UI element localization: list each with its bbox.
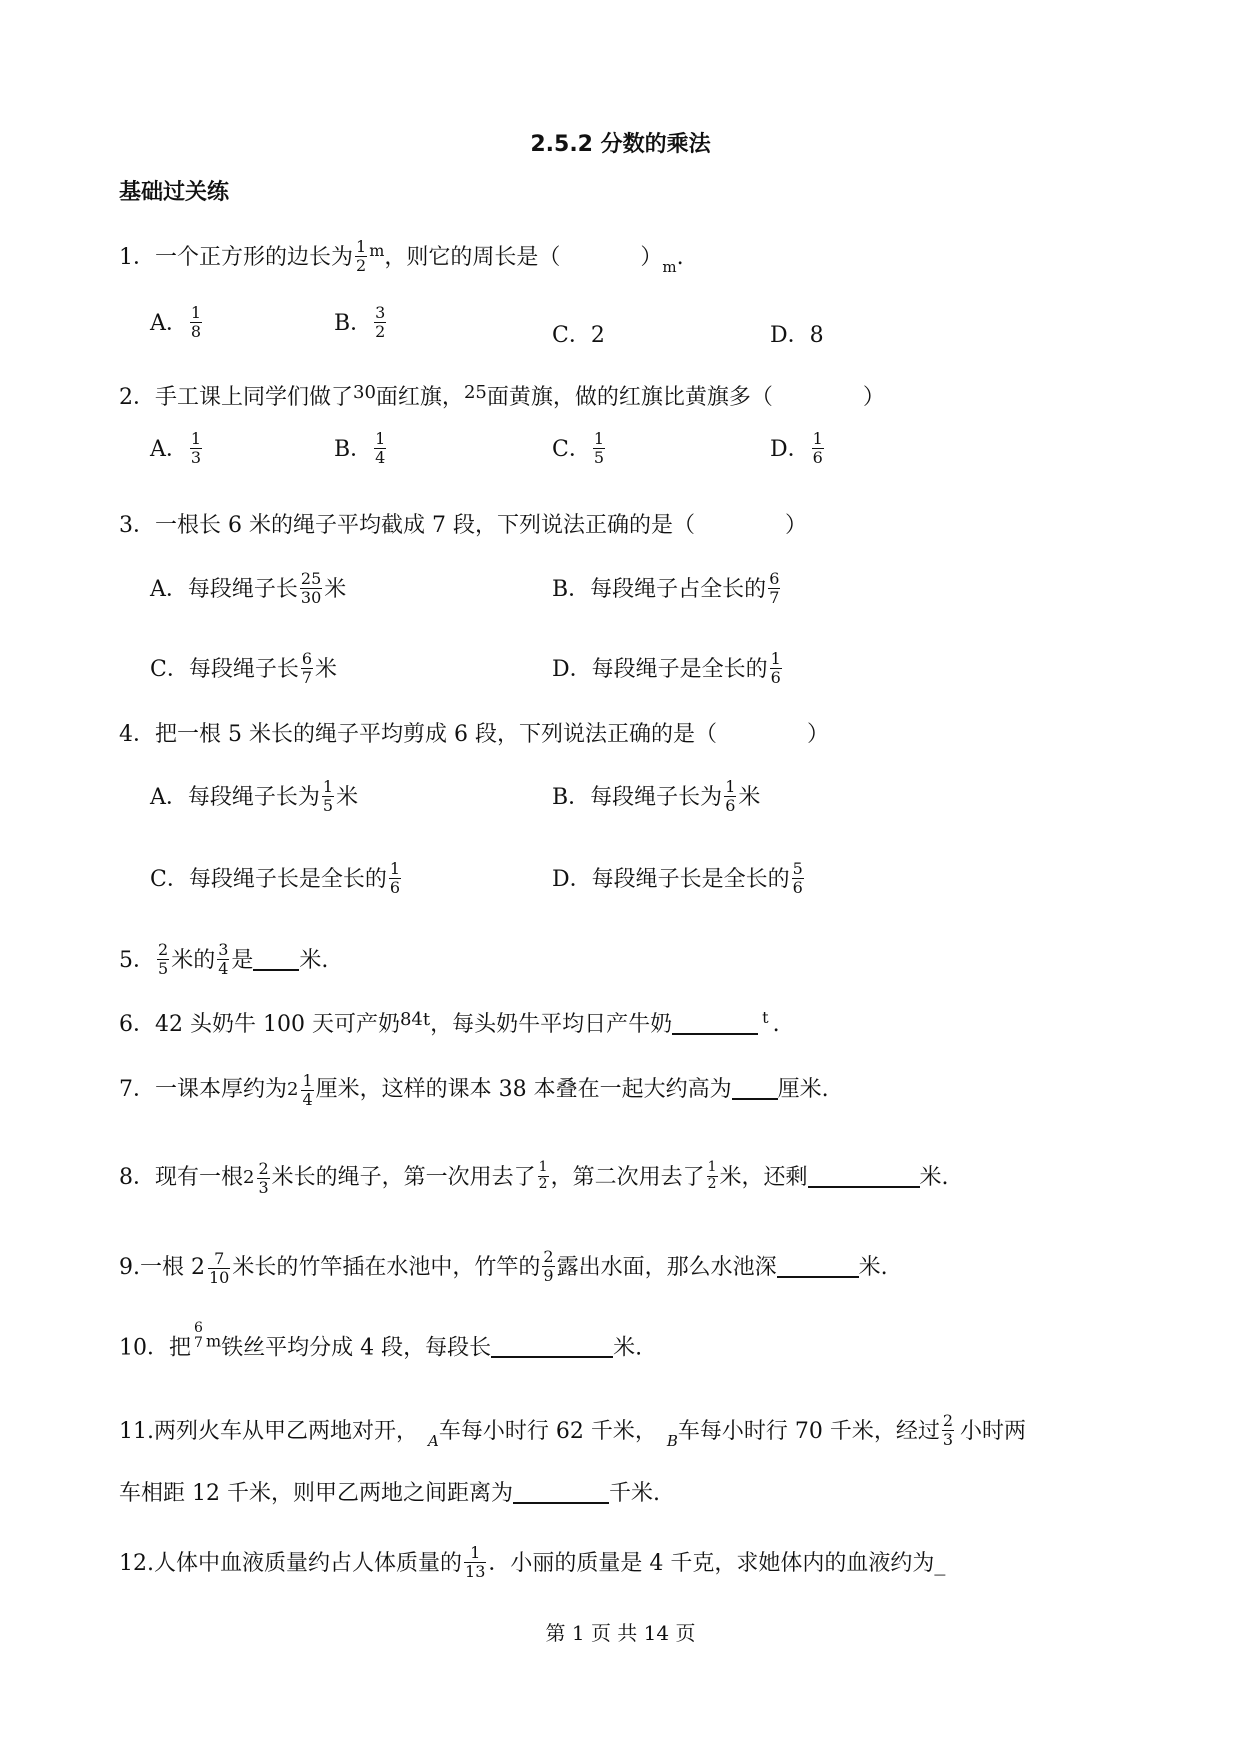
- denominator: 2: [707, 1175, 717, 1192]
- numerator: 1: [302, 1071, 313, 1090]
- question-number: 9.: [119, 1255, 140, 1281]
- answer-blank[interactable]: [672, 1013, 758, 1035]
- question-text: 车相距 12 千米，则甲乙两地之间距离为: [119, 1481, 513, 1506]
- question-11: [119, 1411, 1027, 1451]
- option-d: [552, 859, 806, 898]
- question-text: 米长的绳子，第一次用去了: [271, 1165, 536, 1191]
- denominator: 2: [375, 321, 386, 341]
- option-label: C．: [552, 323, 591, 348]
- option-label: B．: [334, 437, 373, 463]
- question-text: 厘米，这样的课本 38 本叠在一起大约高为: [315, 1077, 732, 1103]
- answer-blank[interactable]: [777, 1256, 859, 1278]
- period: .: [772, 1012, 780, 1037]
- option-label: D．: [770, 437, 810, 463]
- paren-close: ）: [806, 722, 829, 747]
- question-text: 现有一根: [155, 1165, 244, 1191]
- question-9: [119, 1247, 888, 1287]
- option-d: [552, 649, 784, 688]
- fraction: [812, 430, 824, 466]
- fraction: [190, 304, 202, 340]
- option-text: 每段绳子长为: [590, 785, 723, 811]
- denominator: 5: [158, 958, 169, 978]
- denominator: 6: [770, 667, 781, 687]
- option-b: [552, 569, 782, 608]
- numerator: 1: [190, 429, 202, 448]
- option-b: [334, 303, 388, 342]
- fraction: [374, 304, 386, 340]
- option-c: [150, 649, 338, 688]
- fraction: [300, 570, 322, 606]
- option-label: C．: [150, 657, 189, 683]
- numerator: 1: [593, 429, 605, 448]
- fraction: [464, 1544, 486, 1580]
- mixed-number: [191, 1250, 232, 1286]
- paren-close: ）: [640, 245, 663, 271]
- option-label: D．: [770, 323, 810, 348]
- option-text: 每段绳子长: [187, 577, 298, 603]
- fraction: [208, 1250, 230, 1286]
- fraction: [157, 941, 169, 977]
- question-text: 一根长 6 米的绳子平均截成 7 段，下列说法正确的是（: [155, 513, 695, 538]
- page-footer: 第 1 页 共 14 页: [545, 1621, 696, 1645]
- question-text: 铁丝平均分成 4 段，每段长: [221, 1335, 492, 1361]
- question-text: 露出水面，那么水池深: [556, 1255, 777, 1281]
- value: 84t: [399, 1009, 431, 1030]
- question-text: 是: [231, 948, 254, 974]
- option-text: 每段绳子占全长的: [590, 577, 767, 603]
- option-text: 米: [315, 657, 338, 683]
- question-number: 4．: [119, 722, 155, 747]
- question-text: 米.: [613, 1335, 643, 1361]
- option-text: 米: [738, 785, 761, 811]
- question-text: 米，还剩: [719, 1165, 808, 1191]
- fraction: [374, 430, 386, 466]
- numerator: 6: [301, 649, 313, 668]
- denominator: 4: [302, 1089, 313, 1109]
- fraction: [942, 1412, 954, 1448]
- option-text: 每段绳子是全长的: [591, 657, 768, 683]
- fraction: [792, 860, 804, 896]
- option-label: A．: [150, 437, 188, 463]
- fraction: [593, 430, 605, 466]
- page-title: 2.5.2 分数的乘法: [530, 132, 711, 157]
- fraction: [190, 430, 202, 466]
- question-6: [119, 1010, 780, 1036]
- numerator: 1: [190, 303, 202, 322]
- option-c: [552, 429, 607, 468]
- value: 25: [463, 382, 487, 403]
- option-c: [552, 318, 605, 349]
- question-number: 7．: [119, 1077, 155, 1103]
- paren-close: ）: [862, 385, 885, 410]
- fraction: [301, 1072, 313, 1108]
- option-text: 每段绳子长是全长的: [188, 867, 387, 893]
- question-number: 6．: [119, 1012, 155, 1037]
- option-label: D．: [552, 657, 592, 683]
- answer-blank[interactable]: [253, 949, 299, 971]
- question-text: 米.: [299, 948, 329, 974]
- unit: m: [369, 241, 385, 261]
- question-text: 一个正方形的边长为: [155, 245, 354, 271]
- option-label: A．: [150, 785, 188, 811]
- numerator: 1: [707, 1159, 717, 1176]
- fraction: [724, 778, 736, 814]
- paren-close: ）: [784, 513, 807, 538]
- mixed-number: [243, 1160, 272, 1196]
- question-7: [119, 1072, 829, 1108]
- fraction: [301, 650, 313, 686]
- numerator: 1: [770, 649, 781, 668]
- option-label: C．: [552, 437, 591, 463]
- value: 30: [353, 382, 376, 403]
- fraction: [217, 941, 229, 977]
- fraction: [389, 860, 401, 896]
- denominator: 3: [258, 1177, 269, 1197]
- denominator: 10: [209, 1267, 230, 1287]
- numerator: 3: [218, 940, 229, 959]
- denominator: 5: [322, 795, 334, 815]
- question-text: 厘米.: [777, 1077, 829, 1103]
- option-text: 每段绳子长为: [187, 785, 320, 811]
- option-d: [770, 318, 824, 349]
- section-heading: 基础过关练: [119, 180, 230, 205]
- question-text: 小时两: [960, 1419, 1027, 1445]
- fraction: [707, 1160, 718, 1192]
- fraction: [193, 1321, 204, 1352]
- option-text: 每段绳子长是全长的: [591, 867, 790, 893]
- question-number: 8．: [119, 1165, 155, 1191]
- numerator: 1: [470, 1543, 481, 1562]
- denominator: 2: [538, 1175, 548, 1192]
- unit: m: [205, 1331, 222, 1351]
- numerator: 3: [375, 303, 386, 322]
- numerator: 5: [792, 859, 803, 878]
- numerator: 1: [812, 429, 823, 448]
- question-12: [119, 1543, 946, 1582]
- question-text: 两列火车从甲乙两地对开，: [154, 1419, 419, 1445]
- train-label: A: [428, 1432, 439, 1451]
- question-text: ，每头奶牛平均日产牛奶: [430, 1012, 673, 1037]
- question-number: 10．: [119, 1335, 169, 1361]
- question-number: 12.: [119, 1551, 154, 1577]
- numerator: 2: [942, 1411, 954, 1430]
- denominator: 4: [375, 447, 386, 467]
- denominator: 6: [389, 877, 401, 897]
- denominator: 9: [543, 1265, 554, 1285]
- numerator: 7: [214, 1249, 225, 1268]
- numerator: 1: [375, 429, 386, 448]
- question-text: 人体中血液质量约占人体质量的: [154, 1551, 463, 1577]
- question-5: [119, 940, 329, 979]
- unit: m: [662, 258, 677, 277]
- question-text: 42 头奶牛 100 天可产奶: [155, 1012, 400, 1037]
- question-4: [119, 724, 829, 746]
- fraction: [542, 1248, 554, 1284]
- question-1: [119, 237, 684, 277]
- numerator: 2: [258, 1159, 269, 1178]
- option-text: 每段绳子长: [188, 657, 299, 683]
- fraction: [355, 238, 367, 274]
- denominator: 6: [792, 877, 803, 897]
- numerator: 1: [356, 237, 367, 256]
- denominator: 30: [300, 587, 322, 607]
- numerator: 1: [389, 859, 401, 878]
- denominator: 6: [812, 447, 823, 467]
- question-text: 把一根 5 米长的绳子平均剪成 6 段，下列说法正确的是（: [155, 722, 717, 747]
- whole-part: 2: [287, 1079, 299, 1101]
- numerator: 6: [194, 1320, 203, 1336]
- answer-blank[interactable]: [513, 1482, 609, 1504]
- option-d: [770, 429, 826, 468]
- fraction: [768, 570, 780, 606]
- fraction: [770, 650, 782, 686]
- question-text: 千米.: [608, 1481, 660, 1506]
- question-text: 米的: [171, 948, 216, 974]
- question-text: 面红旗，: [375, 385, 464, 410]
- question-text: 一根: [140, 1255, 191, 1281]
- denominator: 3: [190, 447, 202, 467]
- denominator: 3: [942, 1429, 954, 1449]
- question-text: 把: [169, 1335, 192, 1361]
- question-text: 米.: [919, 1165, 949, 1191]
- numerator: 6: [769, 569, 780, 588]
- period: .: [676, 245, 684, 271]
- numerator: 1: [322, 777, 334, 796]
- answer-blank[interactable]: [808, 1166, 920, 1188]
- option-b: [552, 777, 761, 816]
- option-value: 8: [809, 323, 824, 348]
- question-text: 米.: [858, 1255, 888, 1281]
- numerator: 1: [725, 777, 736, 796]
- question-number: 11.: [119, 1419, 154, 1445]
- whole-part: 2: [243, 1167, 255, 1189]
- question-8: [119, 1160, 949, 1196]
- fraction: [538, 1160, 549, 1192]
- mixed-number: [287, 1072, 316, 1108]
- question-2: [119, 384, 885, 409]
- option-b: [334, 429, 388, 468]
- option-a: [150, 429, 204, 468]
- option-a: [150, 569, 347, 608]
- answer-blank[interactable]: [732, 1078, 778, 1100]
- option-label: A．: [150, 577, 188, 603]
- question-text: 手工课上同学们做了: [155, 385, 354, 410]
- option-label: D．: [552, 867, 592, 893]
- denominator: 7: [769, 587, 780, 607]
- question-number: 2．: [119, 385, 155, 410]
- question-11-line-2: [119, 1482, 660, 1505]
- denominator: 8: [190, 321, 202, 341]
- denominator: 6: [725, 795, 736, 815]
- question-text: 车每小时行 70 千米，经过: [677, 1419, 940, 1445]
- question-text: ，第二次用去了: [550, 1165, 705, 1191]
- question-number: 1．: [119, 245, 155, 271]
- numerator: 2: [158, 940, 169, 959]
- denominator: 7: [301, 667, 313, 687]
- answer-blank[interactable]: [491, 1336, 613, 1358]
- option-label: B．: [552, 577, 591, 603]
- option-c: [150, 859, 403, 898]
- option-label: A．: [150, 311, 188, 337]
- option-value: 2: [590, 323, 605, 348]
- denominator: 2: [356, 255, 367, 275]
- fraction: [257, 1160, 269, 1196]
- question-text: ．小丽的质量是 4 千克，求她体内的血液约为_: [488, 1551, 946, 1577]
- question-10: [119, 1320, 643, 1364]
- question-3: [119, 515, 807, 537]
- option-a: [150, 303, 204, 342]
- option-a: [150, 777, 359, 816]
- whole-part: 2: [191, 1255, 205, 1281]
- denominator: 4: [218, 958, 229, 978]
- denominator: 5: [593, 447, 605, 467]
- question-text: 一课本厚约为: [155, 1077, 288, 1103]
- fraction: [322, 778, 334, 814]
- numerator: 25: [300, 569, 322, 588]
- option-text: 米: [324, 577, 347, 603]
- numerator: 2: [543, 1247, 554, 1266]
- train-label: B: [666, 1432, 678, 1451]
- option-text: 米: [336, 785, 359, 811]
- question-number: 3．: [119, 513, 155, 538]
- question-text: 车每小时行 62 千米，: [438, 1419, 657, 1445]
- option-label: B．: [334, 311, 373, 337]
- question-text: ，则它的周长是（: [384, 245, 561, 271]
- option-label: B．: [552, 785, 591, 811]
- denominator: 13: [465, 1561, 486, 1581]
- unit: t: [762, 1008, 769, 1027]
- numerator: 1: [538, 1159, 548, 1176]
- question-text: 面黄旗，做的红旗比黄旗多（: [486, 385, 773, 410]
- option-label: C．: [150, 867, 189, 893]
- question-number: 5．: [119, 948, 155, 974]
- denominator: 7: [194, 1335, 203, 1352]
- question-text: 米长的竹竿插在水池中，竹竿的: [232, 1255, 541, 1281]
